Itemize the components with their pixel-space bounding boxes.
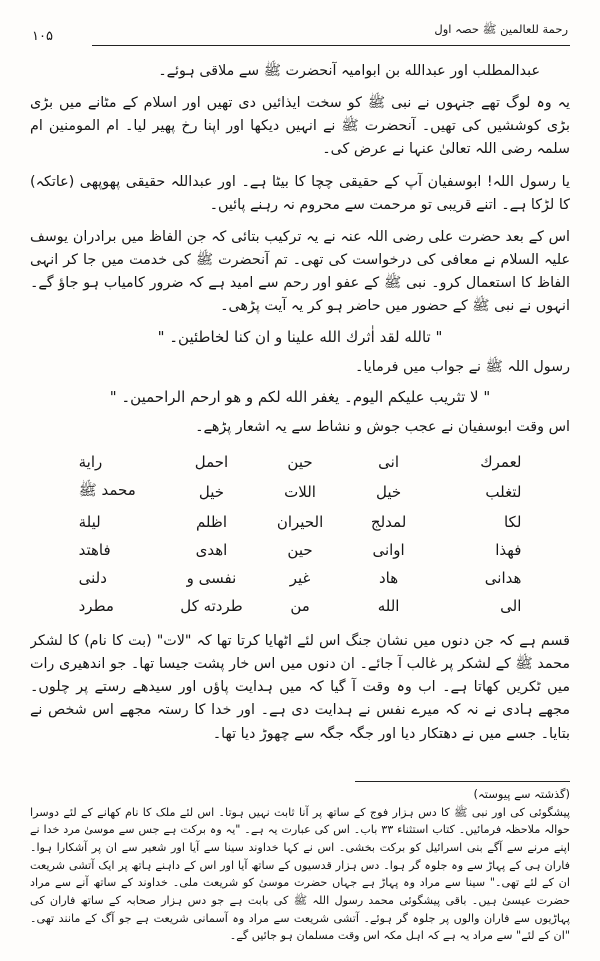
poem-word: مطرد <box>78 596 114 615</box>
poem-word: دلنی <box>78 568 107 587</box>
arabic-quote-2: " لا تثريب عليكم اليوم۔ يغفر الله لكم و هو ارحم الراحمين۔ " <box>109 387 491 406</box>
arabic-quote-1: " تالله لقد اٰثرك الله علينا و ان كنا لخاطئين۔ " <box>157 327 443 346</box>
poem-word: الی <box>500 596 522 615</box>
poem-row <box>79 536 522 564</box>
poem-word: حین <box>287 540 313 559</box>
poem-word: طردته كل <box>180 596 243 615</box>
poem-word: خیل <box>376 482 402 501</box>
poem-word: اظلم <box>195 512 228 531</box>
poem-row <box>79 564 522 592</box>
poem-word: حین <box>287 452 313 471</box>
paragraph-4: اس کے بعد حضرت علی رضی اللہ عنہ نے یہ ترکیب بتائی کہ جن الفاظ میں برادران یوسف علیہ السلام نے معافی کی درخواست کی تھی۔ تم آنحضرت ﷺ کی خدمت میں جا کر انہی الفاظ کا استعمال کرو۔ نبی ﷺ کے عفو اور رحم سے امید ہے کہ ضرور کامیاب ہو جاؤ گے۔ انہوں نے نبی ﷺ کے حضور میں حاضر ہو کر یہ آیت پڑھی۔ <box>30 228 570 315</box>
page-body <box>30 60 570 781</box>
poem-word: من <box>290 596 310 615</box>
footnote-continued-label: (گذشتہ سے پیوستہ) <box>473 786 570 801</box>
paragraph-6: اس وقت ابوسفیان نے عجب جوش و نشاط سے یہ اشعار پڑھے۔ <box>195 418 570 435</box>
poem-word: لیلة <box>78 512 101 531</box>
poem-word: هدانی <box>484 568 522 587</box>
poem-word: فاهتد <box>78 540 111 559</box>
paragraph-2: یہ وہ لوگ تھے جنہوں نے نبی ﷺ کو سخت ایذائیں دی تھیں اور اسلام کے مٹانے میں بڑی بڑی کوششیں کی تھیں۔ آنحضرت ﷺ نے انہیں دیکھا اور اپنا رخ پھیر لیا۔ ام المومنین ام سلمہ رضی اللہ تعالیٰ عنہا نے عرض کی۔ <box>30 95 570 158</box>
paragraph-1: عبدالمطلب اور عبدالله بن ابوامیہ آنحضرت ﷺ سے ملاقی ہوئے۔ <box>158 63 540 79</box>
poem-word: محمد ﷺ <box>78 480 136 499</box>
footnote-text: پیشگوئی کی اور نبی ﷺ کا دس ہزار فوج کے ساتھ پر آنا ثابت نہیں ہوتا۔ اس لئے ملک کا نام کھانے کے لئے دوسرا حوالہ ملاحظہ فرمائیں۔ کتاب استثناء ۳۳ باب۔ اس کی عبارت یہ ہے۔ "یہ وہ برکت ہے جس سے موسیٰ مرد خدا نے اپنے مرنے سے آگے بنی اسرائیل کو برکت بخشی۔ اس نے کہا خداوند سینا سے آیا اور شعیر سے ان پر آشکارا ہوا۔ فاران ہی کے پہاڑ سے وہ جلوہ گر ہوا۔ دس ہزار قدسیوں کے ساتھ آیا اور اس کے داہنے ہاتھ پر ایک آتشی شریعت ان کے لئے تھی۔" سینا سے مراد وہ پہاڑ ہے جہاں حضرت موسیٰ کو شریعت ملی۔ خداوند کے ساتھ آنے سے مراد حضرت عیسیٰ ہیں۔ باقی پیشگوئی محمد رسول اللہ ﷺ کی بابت ہے جو دس ہزار صحابہ کے ساتھ فاران کی پہاڑیوں سے فاران والوں پر جلوہ گر ہوئے۔ آتشی شریعت سے مراد وہ آسمانی شریعت ہے جو آگ کے مانند تھی۔ "ان کے لئے" سے مراد یہ ہے کہ اہل مکہ اس وقت مسلمان ہو جائیں گے۔ <box>30 805 570 943</box>
poem-row <box>79 592 522 620</box>
poem-word: لمدلج <box>370 512 407 531</box>
page-header <box>30 22 570 44</box>
poem-word: فهذا <box>495 540 522 559</box>
poem-word: انی <box>378 452 400 471</box>
poem-table <box>79 448 522 620</box>
poem-word: رایة <box>78 452 103 471</box>
header-divider <box>92 45 570 46</box>
footnote-divider <box>355 781 570 782</box>
poem-word: الحيران <box>276 512 324 531</box>
poem-word: اللات <box>284 482 316 501</box>
poem-word: احمل <box>194 452 229 471</box>
poem-word: خیل <box>198 482 225 501</box>
poem-row <box>79 448 522 476</box>
poem-word: لتغلب <box>485 482 522 501</box>
poem-word: لعمرك <box>480 452 522 471</box>
poem-word: اهدی <box>195 540 228 559</box>
paragraph-5: رسول اللہ ﷺ نے جواب میں فرمایا۔ <box>355 358 570 375</box>
footnote-section <box>30 781 570 946</box>
poem-word: الله <box>377 596 400 615</box>
poem-word: اوانی <box>372 540 405 559</box>
paragraph-3: یا رسول اللہ! ابوسفیان آپ کے حقیقی چچا کا بیٹا ہے۔ اور عبداللہ حقیقی پھوپھی (عاتکہ) کا لڑکا ہے۔ اتنے قریبی تو مرحمت سے محروم نہ رہنے پائیں۔ <box>30 173 570 213</box>
poem-word: غیر <box>289 568 311 587</box>
poem-word: لكا <box>503 512 522 531</box>
paragraph-7: قسم ہے کہ جن دنوں میں نشان جنگ اس لئے اٹھایا کرتا تھا کہ "لات" (بت کا نام) کا لشکر محمد ﷺ کے لشکر پر غالب آ جائے۔ ان دنوں میں اس خار پشت جیسا تھا۔ جو اندھیری رات میں ٹکریں کھاتا ہے۔ اب وہ وقت آ گیا کہ میں ہدایت پاؤں اور سیدھے رستے پر چلوں۔ مجھے ہادی نے نہ کہ میرے نفس نے ہدایت دی ہے۔ اور خدا کا رستہ مجھے اس شخص نے بتایا۔ جسے میں نے دھتکار دیا اور جگہ جگہ سے چھوڑ دیا تھا۔ <box>30 632 570 742</box>
poem-word: نفسی و <box>186 568 237 587</box>
poem-row <box>79 508 522 536</box>
poem-word: هاد <box>379 568 399 587</box>
poem-row <box>79 476 522 508</box>
page-number: ۱۰۵ <box>32 29 53 44</box>
book-title: رحمة للعالمين ﷺ حصہ اول <box>434 22 568 36</box>
